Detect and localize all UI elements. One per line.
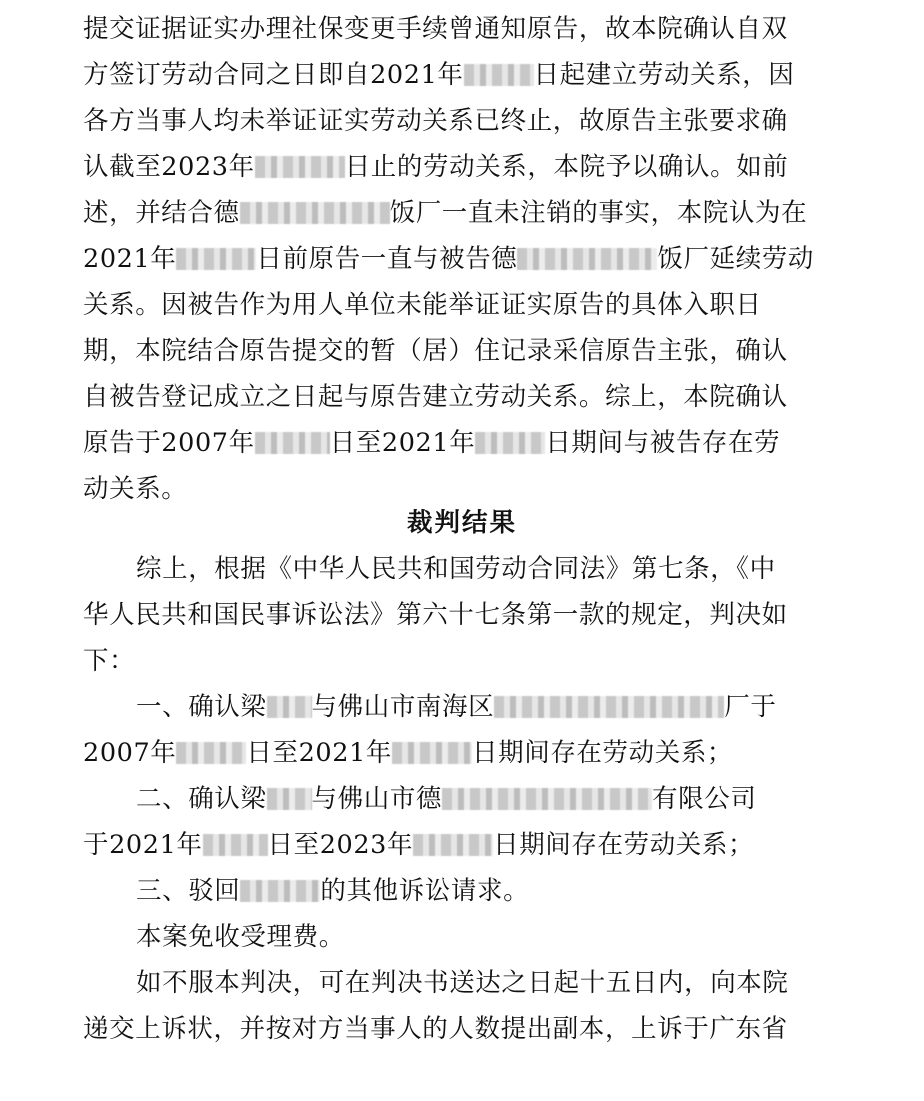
text-line: 期，本院结合原告提交的暂（居）住记录采信原告主张，确认 [83, 336, 788, 366]
redacted-block [475, 432, 545, 454]
text-line: 三、驳回 的其他诉讼请求。 [136, 876, 530, 906]
redacted-block [176, 742, 246, 764]
redacted-block [442, 788, 652, 810]
text-line: 下： [83, 646, 136, 676]
redacted-block [203, 834, 268, 856]
text-line: 递交上诉状，并按对方当事人的人数提出副本，上诉于广东省 [83, 1014, 788, 1044]
text-line: 华人民共和国民事诉讼法》第六十七条第一款的规定，判决如 [83, 600, 788, 630]
text-line: 关系。因被告作为用人单位未能举证证实原告的具体入职日 [83, 290, 762, 320]
redacted-block [267, 696, 312, 718]
text-line: 一、确认梁 与佛山市南海区 厂于 [136, 692, 777, 722]
redacted-block [240, 202, 390, 224]
redacted-block [517, 248, 657, 270]
text-line: 于2021年 日至2023年 日期间存在劳动关系； [83, 830, 755, 860]
redacted-block [392, 742, 472, 764]
text-line: 动关系。 [83, 474, 188, 504]
section-heading: 裁判结果 [406, 508, 517, 538]
text-line: 述，并结合德 饭厂一直未注销的事实，本院认为在 [83, 198, 808, 228]
redacted-block [255, 432, 330, 454]
redacted-block [240, 880, 320, 902]
text-line: 自被告登记成立之日起与原告建立劳动关系。综上，本院确认 [83, 382, 788, 412]
text-line: 认截至2023年 日止的劳动关系，本院予以确认。如前 [83, 152, 789, 182]
redacted-block [255, 156, 345, 178]
text-line: 本案免收受理费。 [136, 922, 345, 952]
text-line: 综上，根据《中华人民共和国劳动合同法》第七条，《中 [136, 554, 776, 584]
text-line: 2007年 日至2021年 日期间存在劳动关系； [83, 738, 734, 768]
redacted-block [176, 248, 256, 270]
text-line: 二、确认梁 与佛山市德 有限公司 [136, 784, 757, 814]
text-line: 方签订劳动合同之日即自2021年 日起建立劳动关系，因 [83, 60, 795, 90]
text-line: 2021年 日前原告一直与被告德 饭厂延续劳动 [83, 244, 815, 274]
text-line: 如不服本判决，可在判决书送达之日起十五日内，向本院 [136, 968, 789, 998]
text-line: 提交证据证实办理社保变更手续曾通知原告，故本院确认自双 [83, 14, 788, 44]
text-line: 各方当事人均未举证证实劳动关系已终止，故原告主张要求确 [83, 106, 788, 136]
redacted-block [413, 834, 493, 856]
redacted-block [494, 696, 724, 718]
redacted-block [464, 64, 534, 86]
redacted-block [267, 788, 312, 810]
text-line: 原告于2007年 日至2021年 日期间与被告存在劳 [83, 428, 781, 458]
